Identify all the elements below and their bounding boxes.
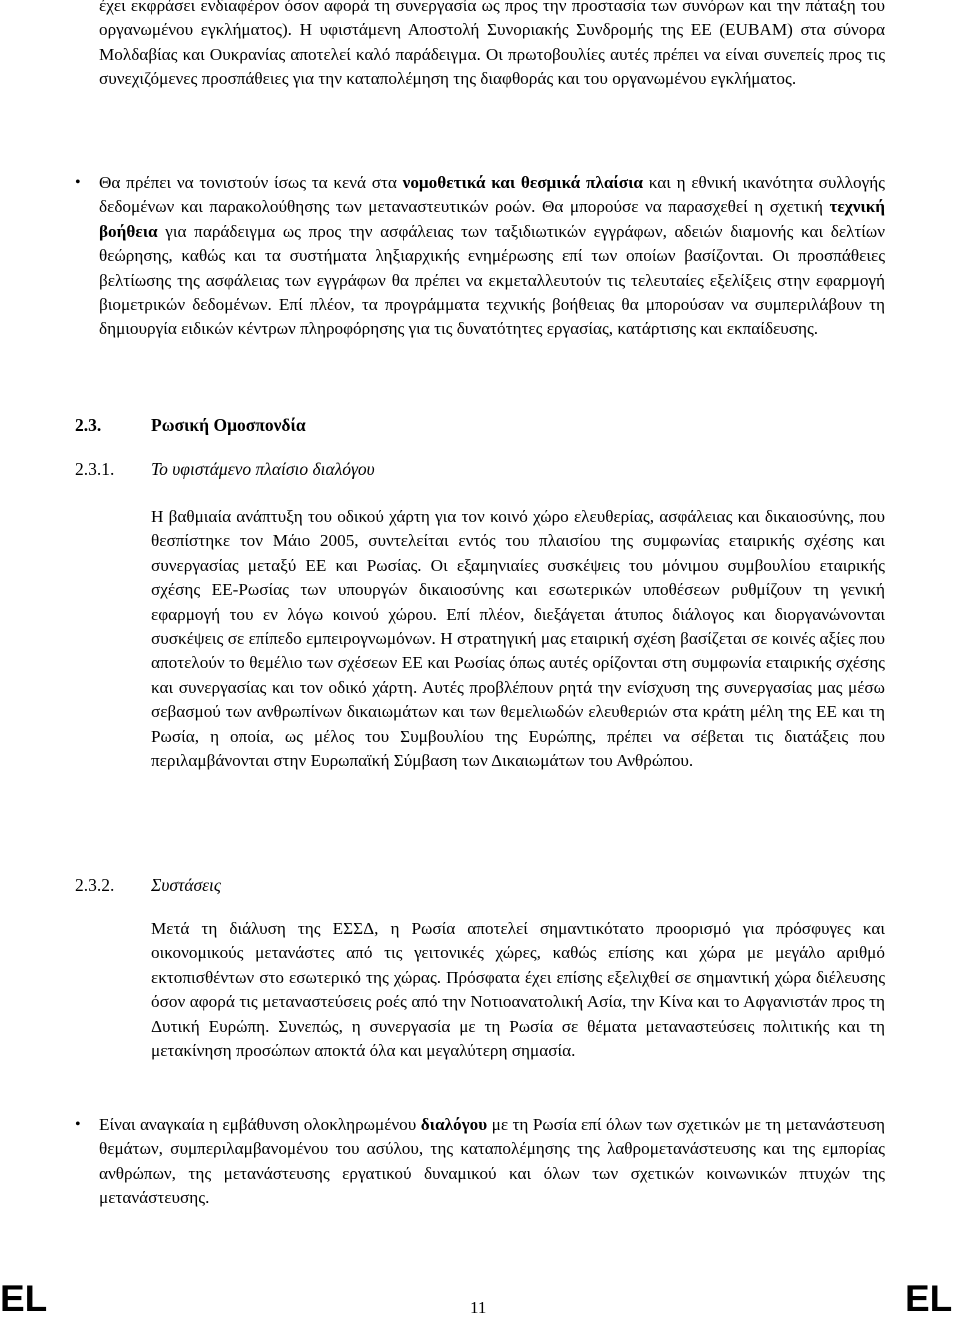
bullet-text: Θα πρέπει να τονιστούν ίσως τα κενά στα — [99, 173, 403, 192]
subsection-body-dialogue: Η βαθμιαία ανάπτυξη του οδικού χάρτη για τον κοινό χώρο ελευθερίας, ασφάλειας και δικαιοσύνης, που θεσπίστηκε τον Μάιο 2005, συντελείται εντός του πλαισίου της συμφωνίας εταιρικής σχέσης και συνεργασίας μεταξύ ΕΕ και Ρωσίας. Οι εξαμηνιαίες συσκέψεις του μόνιμου συμβουλίου εταιρικής σχέσης ΕΕ-Ρωσίας των υπουργών δικαιοσύνης και εσωτερικών υποθέσεων ρυθμίζουν τη γενική εφαρμογή του εν λόγω κοινού χώρου. Επί πλέον, διεξάγεται άτυπος διάλογος και διοργανώνονται συσκέψεις σε επίπεδο εμπειρογνωμόνων. Η στρατηγική μας εταιρική σχέση βασίζεται σε κοινές αξίες που αποτελούν το θεμέλιο των σχέσεων ΕΕ και Ρωσίας όπως αυτές ορίζονται στη συμφωνία εταιρικής σχέσης και συνεργασίας και τον οδικό χάρτη. Αυτές προβλέπουν ρητά την ενίσχυση της συνεργασίας μας μέσω σεβασμού των ανθρωπίνων δικαιωμάτων και των θεμελιωδών ελευθεριών στα κράτη μέλη της ΕΕ και τη Ρωσία, η οποία, ως μέλος του Συμβουλίου της Ευρώπης, πρέπει να σέβεται τις διατάξεις που περιλαμβάνονται στην Ευρωπαϊκή Σύμβαση των Δικαιωμάτων του Ανθρώπου. — [151, 507, 885, 771]
page-number: 11 — [470, 1298, 487, 1317]
subsection-body-recommendations: Μετά τη διάλυση της ΕΣΣΔ, η Ρωσία αποτελεί σημαντικότατο προορισμό για πρόσφυγες και οικονομικούς μετανάστες από τις γειτονικές χώρες, καθώς επίσης και χώρα με μεγάλο αριθμό εκτοπισθέντων στο εσωτερικό της χώρας. Πρόσφατα έχει επίσης εξελιχθεί σε σημαντική χώρα διέλευσης όσον αφορά τις μεταναστεύσεις ροές από την Νοτιοανατολική Ασία, την Κίνα και το Αφγανιστάν προς τη Δυτική Ευρώπη. Συνεπώς, η συνεργασία με τη Ρωσία σε θέματα μεταναστεύσεις πολιτικής και τη μετακίνηση προσώπων αποκτά όλα και μεγαλύτερη σημασία. — [151, 919, 885, 1061]
bullet-emphasis: τεχνική βοήθεια — [99, 197, 885, 241]
bullet-text: με τη Ρωσία επί όλων των σχετικών με τη μετανάστευση θεμάτων, συμπεριλαμβανομένου του ασύλου, της καταπολέμησης της λαθρομετανάστευσης και της εμπορίας ανθρώπων, της μετανάστευσης εργατικού δυναμικού και όλων των σχετικών κοινωνικών πτυχών της μετανάστευσης. — [99, 1115, 886, 1208]
footer-language-right: EL — [905, 1278, 953, 1319]
bullet-emphasis: νομοθετικά και θεσμικά πλαίσια — [402, 173, 644, 192]
bullet-paragraph-dialogue — [99, 1113, 885, 1211]
section-title: Ρωσική Ομοσπονδία — [151, 415, 306, 435]
paragraph-top: έχει εκφράσει ενδιαφέρον όσον αφορά τη συνεργασία ως προς την προστασία των συνόρων και την πάταξη του οργανωμένου εγκλήματος). Η υφιστάμενη Αποστολή Συνοριακής Συνδρομής της ΕΕ (EUBAM) στα σύνορα Μολδαβίας και Ουκρανίας αποτελεί καλό παράδειγμα. Οι πρωτοβουλίες αυτές πρέπει να είναι συνεπείς προς τις συνεχιζόμενες προσπάθειες για την καταπολέμηση της διαφθοράς και του οργανωμένου εγκλήματος. — [99, 0, 885, 89]
bullet-paragraph-legal-frameworks — [99, 171, 885, 342]
subsection-title: Το υφιστάμενο πλαίσιο διαλόγου — [151, 459, 375, 479]
bullet-text: και η εθνική ικανότητα συλλογής δεδομένων και παρακολούθησης των μεταναστευτικών ροών. Θα μπορούσε να παρασχεθεί η σχετική — [99, 173, 885, 217]
subsection-number: 2.3.1. — [75, 459, 115, 479]
bullet-text: για παράδειγμα ως προς την ασφάλειας των ταξιδιωτικών εγγράφων, αδειών διαμονής και δελτίων θεώρησης, καθώς και τα συστήματα ληξιαρχικής ενημέρωσης επί των οποίων βασίζονται. Οι προσπάθειες βελτίωσης της ασφάλειας των εγγράφων θα πρέπει να εκμεταλλευτούν τις τελευταίες εξελίξεις στην εφαρμογή βιομετρικών δεδομένων. Επί πλέον, τα προγράμματα τεχνικής βοήθειας θα μπορούσαν να συμπεριλάβουν τη δημιουργία ειδικών κέντρων πληροφόρησης για τις δυνατότητες εργασίας, κατάρτισης και εκπαίδευσης. — [99, 221, 885, 339]
subsection-title: Συστάσεις — [151, 875, 221, 895]
bullet-emphasis: διαλόγου — [420, 1115, 488, 1134]
footer-language-left: EL — [0, 1278, 48, 1319]
bullet-marker: • — [75, 174, 81, 191]
bullet-text: Είναι αναγκαία η εμβάθυνση ολοκληρωμένου — [99, 1115, 421, 1134]
subsection-number: 2.3.2. — [75, 875, 115, 895]
bullet-marker: • — [75, 1116, 81, 1133]
section-number: 2.3. — [75, 415, 102, 435]
